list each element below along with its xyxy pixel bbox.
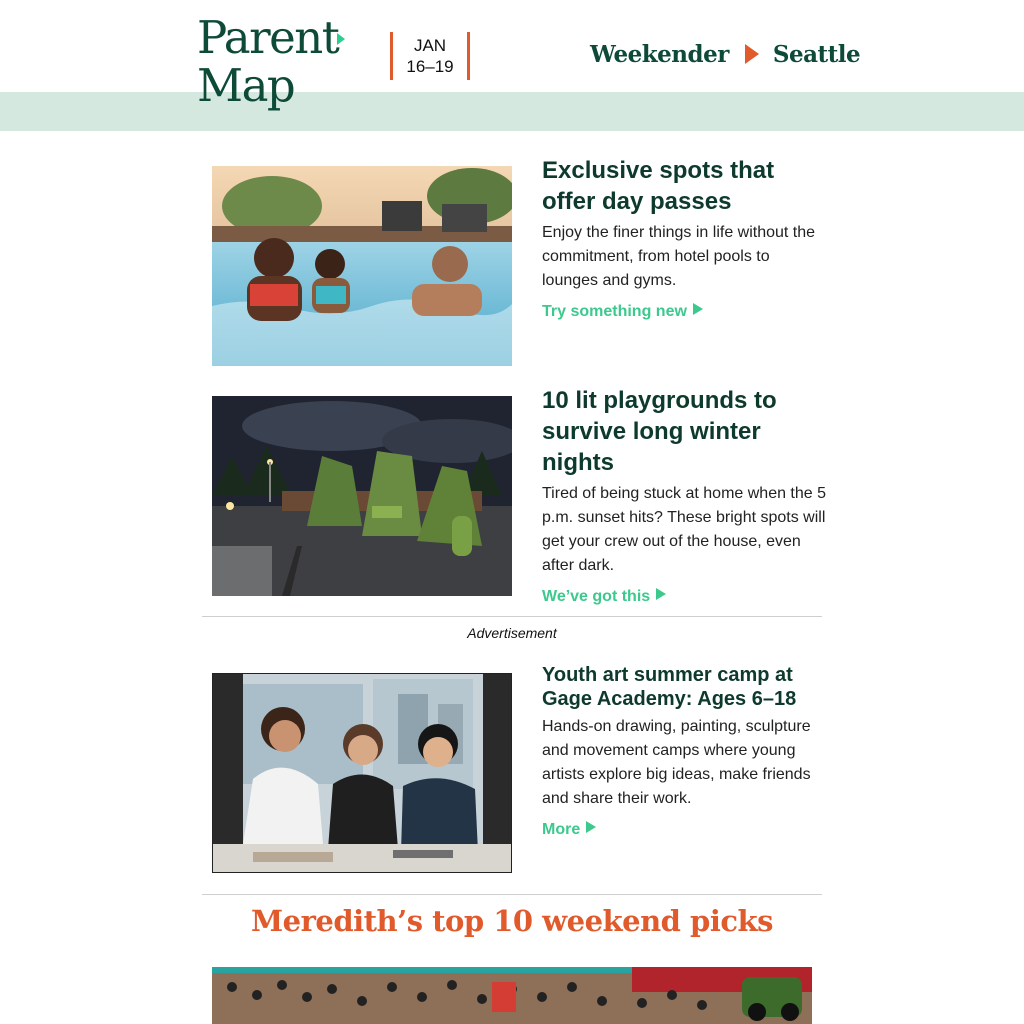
- triangle-right-icon: [656, 588, 666, 600]
- date-month: JAN: [413, 36, 447, 55]
- divider: [202, 616, 822, 617]
- playground-photo-icon: [212, 396, 512, 596]
- weve-got-this-link[interactable]: [542, 588, 666, 606]
- article-title[interactable]: Exclusive spots that offer day passes: [542, 157, 775, 215]
- logo-play-icon: [337, 33, 345, 45]
- logo-line-2: Map: [197, 59, 295, 112]
- parentmap-logo[interactable]: [197, 11, 367, 112]
- more-link[interactable]: [542, 821, 596, 839]
- article-lit-playgrounds: [542, 385, 827, 606]
- date-range: 16–19: [406, 57, 454, 76]
- ad-description: Hands-on drawing, painting, sculpture and movement camps where young artists explore big ideas, make friends and share their work.: [542, 718, 811, 807]
- triangle-right-icon: [586, 821, 596, 833]
- try-something-new-link[interactable]: [542, 303, 703, 321]
- link-label: Try something new: [542, 303, 687, 320]
- article-description: Enjoy the finer things in life without the commitment, from hotel pools to lounges and gyms.: [542, 224, 816, 289]
- weekend-picks-heading: Meredith’s top 10 weekend picks: [251, 904, 773, 938]
- article-title[interactable]: 10 lit playgrounds to survive long winter nights: [542, 387, 777, 476]
- article-description: Tired of being stuck at home when the 5 p.m. sunset hits? These bright spots will get your crew out of the house, even after dark.: [542, 485, 827, 574]
- edition-city: Seattle: [772, 40, 861, 68]
- divider: [202, 894, 822, 895]
- newsletter-edition: [590, 38, 860, 70]
- issue-date: [390, 32, 470, 80]
- advertisement-label: Advertisement: [467, 625, 557, 641]
- ad-image-gage-academy[interactable]: [212, 673, 512, 873]
- weekend-picks-image[interactable]: [212, 967, 812, 1024]
- ad-title[interactable]: Youth art summer camp at Gage Academy: Ages 6–18: [542, 664, 797, 710]
- edition-name: Weekender: [590, 40, 729, 68]
- article-image-lit-playgrounds[interactable]: [212, 396, 512, 596]
- crowd-photo-icon: [212, 967, 812, 1024]
- play-arrow-icon: [745, 44, 759, 64]
- triangle-right-icon: [693, 303, 703, 315]
- article-image-day-passes[interactable]: [212, 166, 512, 366]
- link-label: We’ve got this: [542, 588, 651, 605]
- link-label: More: [542, 821, 581, 838]
- art-camp-photo-icon: [213, 674, 511, 872]
- ad-gage-academy: [542, 663, 827, 839]
- header-band: [0, 92, 1024, 131]
- article-day-passes: [542, 155, 827, 321]
- logo-line-1: Parent: [197, 11, 339, 64]
- pool-photo-icon: [212, 166, 512, 366]
